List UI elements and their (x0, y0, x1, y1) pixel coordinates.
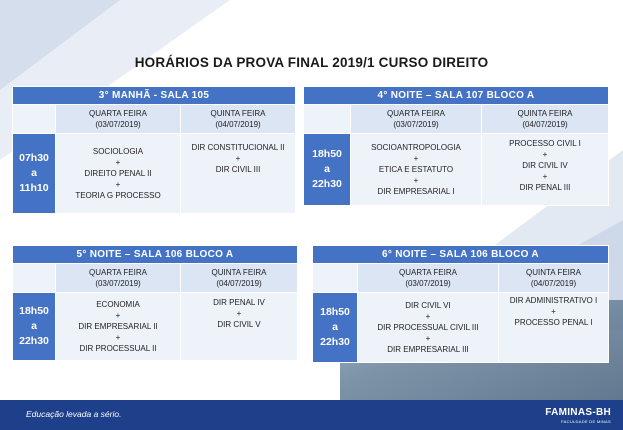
day-header: QUINTA FEIRA (04/07/2019) (482, 105, 609, 134)
day-header: QUINTA FEIRA (04/07/2019) (499, 264, 609, 293)
schedule-table-3-manha (12, 86, 296, 214)
corner-cell (13, 105, 56, 134)
time-cell: 18h50 a 22h30 (304, 134, 351, 206)
subjects-cell: PROCESSO CIVIL I + DIR CIVIL IV + DIR PENAL III (482, 134, 609, 206)
footer-slogan: Educação levada a sério. (26, 409, 122, 419)
subjects-cell: DIR PENAL IV + DIR CIVIL V (181, 293, 298, 361)
table-header: 3° MANHÃ - SALA 105 (13, 87, 296, 105)
day-header: QUARTA FEIRA (03/07/2019) (56, 105, 181, 134)
time-cell: 07h30 a 11h10 (13, 134, 56, 214)
subjects-cell: DIR CONSTITUCIONAL II + DIR CIVIL III (181, 134, 296, 214)
faminas-logo (545, 407, 611, 424)
table-header: 5° NOITE – SALA 106 BLOCO A (13, 246, 298, 264)
day-header: QUARTA FEIRA (03/07/2019) (351, 105, 482, 134)
subjects-cell: DIR ADMINISTRATIVO I + PROCESSO PENAL I (499, 293, 609, 363)
table-header: 6° NOITE – SALA 106 BLOCO A (313, 246, 609, 264)
schedule-table-4-noite (303, 86, 609, 206)
schedule-table-5-noite (12, 245, 298, 361)
subjects-cell: SOCIOLOGIA + DIREITO PENAL II + TEORIA G PROCESSO (56, 134, 181, 214)
corner-cell (313, 264, 358, 293)
day-header: QUARTA FEIRA (03/07/2019) (56, 264, 181, 293)
subjects-cell: DIR CIVIL VI + DIR PROCESSUAL CIVIL III + DIR EMPRESARIAL III (358, 293, 499, 363)
subjects-cell: ECONOMIA + DIR EMPRESARIAL II + DIR PROCESSUAL II (56, 293, 181, 361)
time-cell: 18h50 a 22h30 (313, 293, 358, 363)
table-header: 4° NOITE – SALA 107 BLOCO A (304, 87, 609, 105)
logo-text: FAMINAS-BH (545, 407, 611, 418)
schedule-table-6-noite (312, 245, 609, 363)
day-header: QUARTA FEIRA (03/07/2019) (358, 264, 499, 293)
corner-cell (304, 105, 351, 134)
day-header: QUINTA FEIRA (04/07/2019) (181, 105, 296, 134)
time-cell: 18h50 a 22h30 (13, 293, 56, 361)
footer-bar (0, 400, 623, 430)
logo-subtitle: FACULDADE DE MINAS (561, 419, 611, 424)
page-title: HORÁRIOS DA PROVA FINAL 2019/1 CURSO DIREITO (134, 55, 489, 70)
day-header: QUINTA FEIRA (04/07/2019) (181, 264, 298, 293)
subjects-cell: SOCIOANTROPOLOGIA + ETICA E ESTATUTO + DIR EMPRESARIAL I (351, 134, 482, 206)
corner-cell (13, 264, 56, 293)
